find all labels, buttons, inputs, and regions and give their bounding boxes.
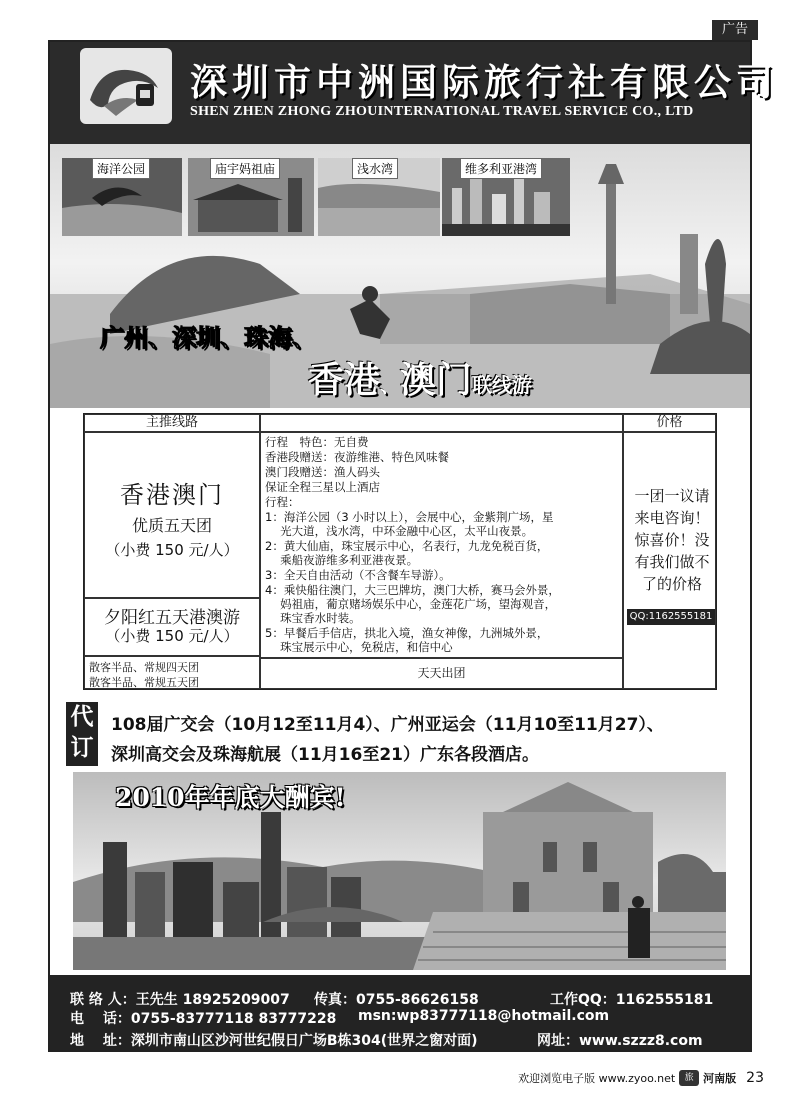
route-subtitle: 优质五天团 <box>131 516 212 535</box>
qq-badge: QQ:1162555181 <box>627 609 715 625</box>
footer-text: 欢迎浏览电子版 www.zyoo.net <box>518 1072 676 1085</box>
itinerary-line: 保证全程三星以上酒店 <box>265 480 380 494</box>
daily-departure: 天天出团 <box>260 658 623 689</box>
itinerary-line: 珠宝香水时装。 <box>265 611 361 625</box>
itinerary-line: 5：早餐后手信店，拱北入境，渔女神像，九洲城外景， <box>265 626 549 640</box>
route-regular-5day: 散客半品、常规五天团 <box>89 676 199 689</box>
itinerary-line: 行程： <box>265 495 300 509</box>
itinerary-line: 4：乘快船往澳门，大三巴牌坊，澳门大桥，赛马会外景， <box>265 583 560 597</box>
price-text: 一团一议请来电咨询！惊喜价！没有我们做不了的价格 <box>634 487 710 593</box>
contact-website[interactable]: 网址：www.szzz8.com <box>537 1033 703 1049</box>
route-table <box>83 413 717 690</box>
thumb-label: 海洋公园 <box>92 158 150 179</box>
itinerary-line: 1：海洋公园（3 小时以上），会展中心，金紫荆广场，星 <box>265 510 554 524</box>
contact-address: 地 址：深圳市南山区沙河世纪假日广场B栋304(世界之窗对面) <box>70 1033 478 1049</box>
route-regular <box>84 656 260 689</box>
thumb-repulse-bay <box>318 158 440 236</box>
route-title: 香港澳门 <box>120 481 224 509</box>
route-regular-4day: 散客半品、常规四天团 <box>89 661 199 674</box>
page-number: 23 <box>746 1070 764 1086</box>
badge-ding: 订 <box>70 735 94 761</box>
thumb-temple <box>188 158 314 236</box>
itinerary-line: 妈祖庙，葡京赌场娱乐中心，金莲花广场，望海观音， <box>265 597 557 611</box>
contact-qq: 工作QQ：1162555181 <box>550 992 714 1008</box>
itinerary-line: 珠宝展示中心，免税店，和信中心 <box>265 640 453 654</box>
headline-tour: 联线游 <box>472 373 533 397</box>
route-title: 夕阳红五天港澳游 <box>104 608 240 628</box>
footer-edition: 河南版 <box>703 1072 737 1085</box>
banner-cities: 广州、深圳、珠海、 <box>100 324 316 352</box>
thumb-label: 维多利亚港湾 <box>460 158 542 179</box>
thumb-victoria-harbour <box>442 158 570 236</box>
contact-phone: 电 话：0755-83777118 83777228 <box>70 1011 337 1027</box>
ad-tag: 广告 <box>712 20 758 40</box>
itinerary-line: 3：全天自由活动（不含餐车导游）。 <box>265 568 451 582</box>
header-route: 主推线路 <box>84 414 260 432</box>
header-price: 价格 <box>623 414 716 432</box>
contact-msn: msn:wp83777118@hotmail.com <box>358 1008 610 1024</box>
route-sunset <box>84 598 260 656</box>
itinerary-line: 澳门段赠送：渔人码头 <box>265 465 380 479</box>
price-cell <box>623 432 716 689</box>
company-name-cn: 深圳市中洲国际旅行社有限公司 <box>190 61 778 104</box>
thumb-ocean-park <box>62 158 182 236</box>
itinerary-line: 香港段赠送：夜游维港、特色风味餐 <box>265 450 449 464</box>
contact-person: 联 络 人：王先生 18925209007 <box>70 992 290 1008</box>
itinerary-line: 光大道，浅水湾，中环金融中心区，太平山夜景。 <box>265 524 534 538</box>
header-blank <box>260 414 623 432</box>
footer-logo-icon: 旅 <box>679 1070 699 1086</box>
badge-dai: 代 <box>70 704 94 730</box>
thumb-label: 浅水湾 <box>352 158 398 179</box>
headline-separator: 、 <box>380 373 401 397</box>
headline-hk: 香港 <box>308 360 381 401</box>
booking-info <box>63 700 743 768</box>
company-logo <box>80 48 172 124</box>
route-tip: （小费 150 元/人） <box>105 541 239 559</box>
booking-line-1: 108届广交会（10月12至11月4）、广州亚运会（11月10至11月27）、 <box>111 715 664 735</box>
route-hk-macau <box>84 432 260 598</box>
itinerary-line: 行程 特色：无自费 <box>265 435 369 449</box>
thumb-label: 庙宇妈祖庙 <box>210 158 280 179</box>
promo-title: 2010年年底大酬宾! <box>115 783 346 812</box>
page-footer <box>518 1070 764 1086</box>
company-name-en: SHEN ZHEN ZHONG ZHOUINTERNATIONAL TRAVEL SERVICE CO., LTD <box>190 104 694 119</box>
itinerary-line: 乘船夜游维多利亚港夜景。 <box>265 553 419 567</box>
headline-macau: 澳门 <box>400 360 473 401</box>
itinerary-cell <box>260 432 623 658</box>
contact-fax: 传真：0755-86626158 <box>314 992 479 1008</box>
banner-headline <box>308 352 532 403</box>
itinerary-line: 2：黄大仙庙，珠宝展示中心，名表行，九龙免税百货， <box>265 539 549 553</box>
route-tip: （小费 150 元/人） <box>105 627 239 645</box>
contact-bar <box>50 975 750 1050</box>
booking-line-2: 深圳高交会及珠海航展（11月16至21）广东各段酒店。 <box>111 745 539 765</box>
